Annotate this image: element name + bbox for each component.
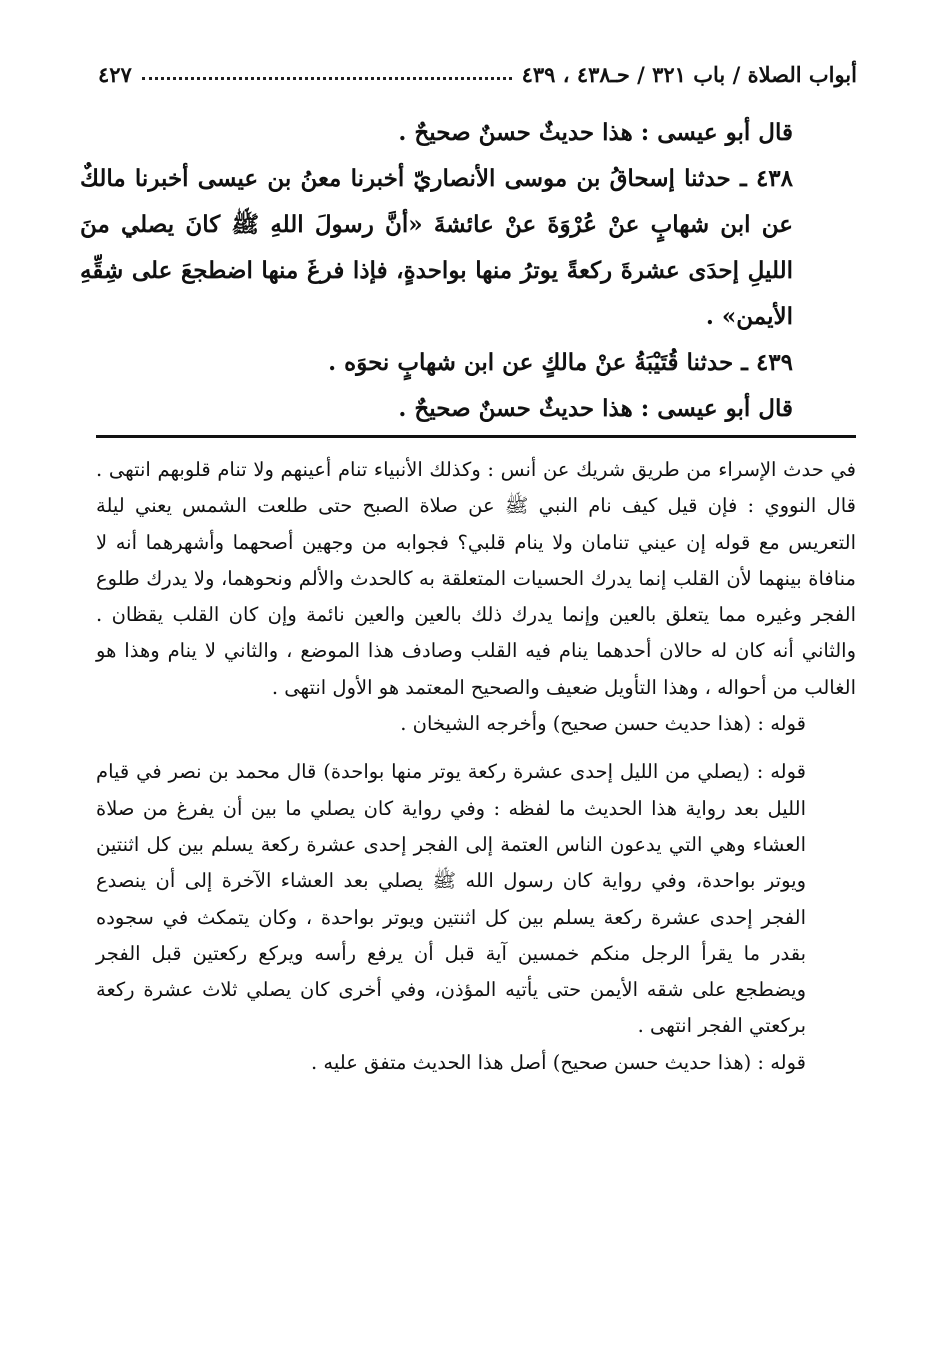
commentary-paragraph-2: قوله : (هذا حديث حسن صحيح) وأخرجه الشيخان . — [400, 712, 806, 736]
commentary-paragraph-3: قوله : (يصلي من الليل إحدى عشرة ركعة يوتر منها بواحدة) قال محمد بن نصر في قيام الليل بعد رواية هذا الحديث ما لفظه : وفي رواية كان يصلي ما بين أن يفرغ من صلاة العشاء وهي التي يدعون الناس العتمة إلى الفجر إحدى عشرة ركعة يسلم بين كل اثنتين ويوتر بواحدة، وفي رواية كان رسول الله ﷺ يصلي بعد العشاء الآخرة إلى أن ينصدع الفجر إحدى عشرة ركعة يسلم بين كل اثنتين ويوتر بواحدة ، وكان يتمكث في سجوده بقدر ما يقرأ الرجل منكم خمسين آية قبل أن يرفع رأسه ويركع ركعتين قبل الفجر ويضطجع على شقه الأيمن حتى يأتيه المؤذن، وفي أخرى كان يصلي ثلاث عشرة ركعة بركعتي الفجر انتهى . — [96, 760, 806, 1038]
hadith-text — [80, 110, 853, 432]
hadith-438: ٤٣٨ ـ حدثنا إسحاقُ بن موسى الأنصاريّ أخبرنا معنُ بن عيسى أخبرنا مالكٌ عن ابن شهابٍ عنْ عُرْوَةَ عنْ عائشةَ «أنَّ رسولَ اللهِ ﷺ كانَ يصلي منَ الليلِ إحدَى عشرةَ ركعةً يوترُ منها بواحدةٍ، فإذا فرغَ منها اضطجعَ على شِقِّهِ الأيمن» . — [80, 165, 793, 330]
hadith-verdict-2: قال أبو عيسى : هذا حديثٌ حسنٌ صحيحٌ . — [398, 395, 793, 422]
hadith-439: ٤٣٩ ـ حدثنا قُتَيْبَةُ عنْ مالكٍ عن ابن شهابٍ نحوَه . — [328, 349, 793, 376]
commentary-text — [96, 452, 856, 1081]
page-number: ٤٢٧ — [98, 61, 132, 87]
footnote-separator — [96, 435, 856, 438]
commentary-paragraph-1: في حدث الإسراء من طريق شريك عن أنس : وكذلك الأنبياء تنام أعينهم ولا تنام قلوبهم انتهى . قال النووي : فإن قيل كيف نام النبي ﷺ عن صلاة الصبح حتى طلعت الشمس يعني ليلة التعريس مع قوله إن عيني تنامان ولا ينام قلبي؟ فجوابه من وجهين أصحهما وأشهرهما أنه لا منافاة بينهما لأن القلب إنما يدرك الحسيات المتعلقة به كالحدث والألم ونحوهما، ولا يدرك طلوع الفجر وغيره مما يتعلق بالعين وإنما يدرك ذلك بالعين والعين نائمة وإن كان القلب يقظان . والثاني أنه كان له حالان أحدهما ينام فيه القلب وصادف هذا الموضع ، والثاني لا ينام وهذا هو الغالب من أحواله ، وهذا التأويل ضعيف والصحيح المعتمد هو الأول انتهى . — [96, 458, 856, 699]
hadith-verdict-1: قال أبو عيسى : هذا حديثٌ حسنٌ صحيحٌ . — [398, 119, 793, 146]
commentary-paragraph-4: قوله : (هذا حديث حسن صحيح) أصل هذا الحديث متفق عليه . — [311, 1050, 806, 1074]
running-title: أبواب الصلاة / باب ٣٢١ / حـ٤٣٨ ، ٤٣٩ — [521, 61, 857, 87]
page-header — [98, 54, 857, 94]
dot-leader — [142, 77, 512, 80]
